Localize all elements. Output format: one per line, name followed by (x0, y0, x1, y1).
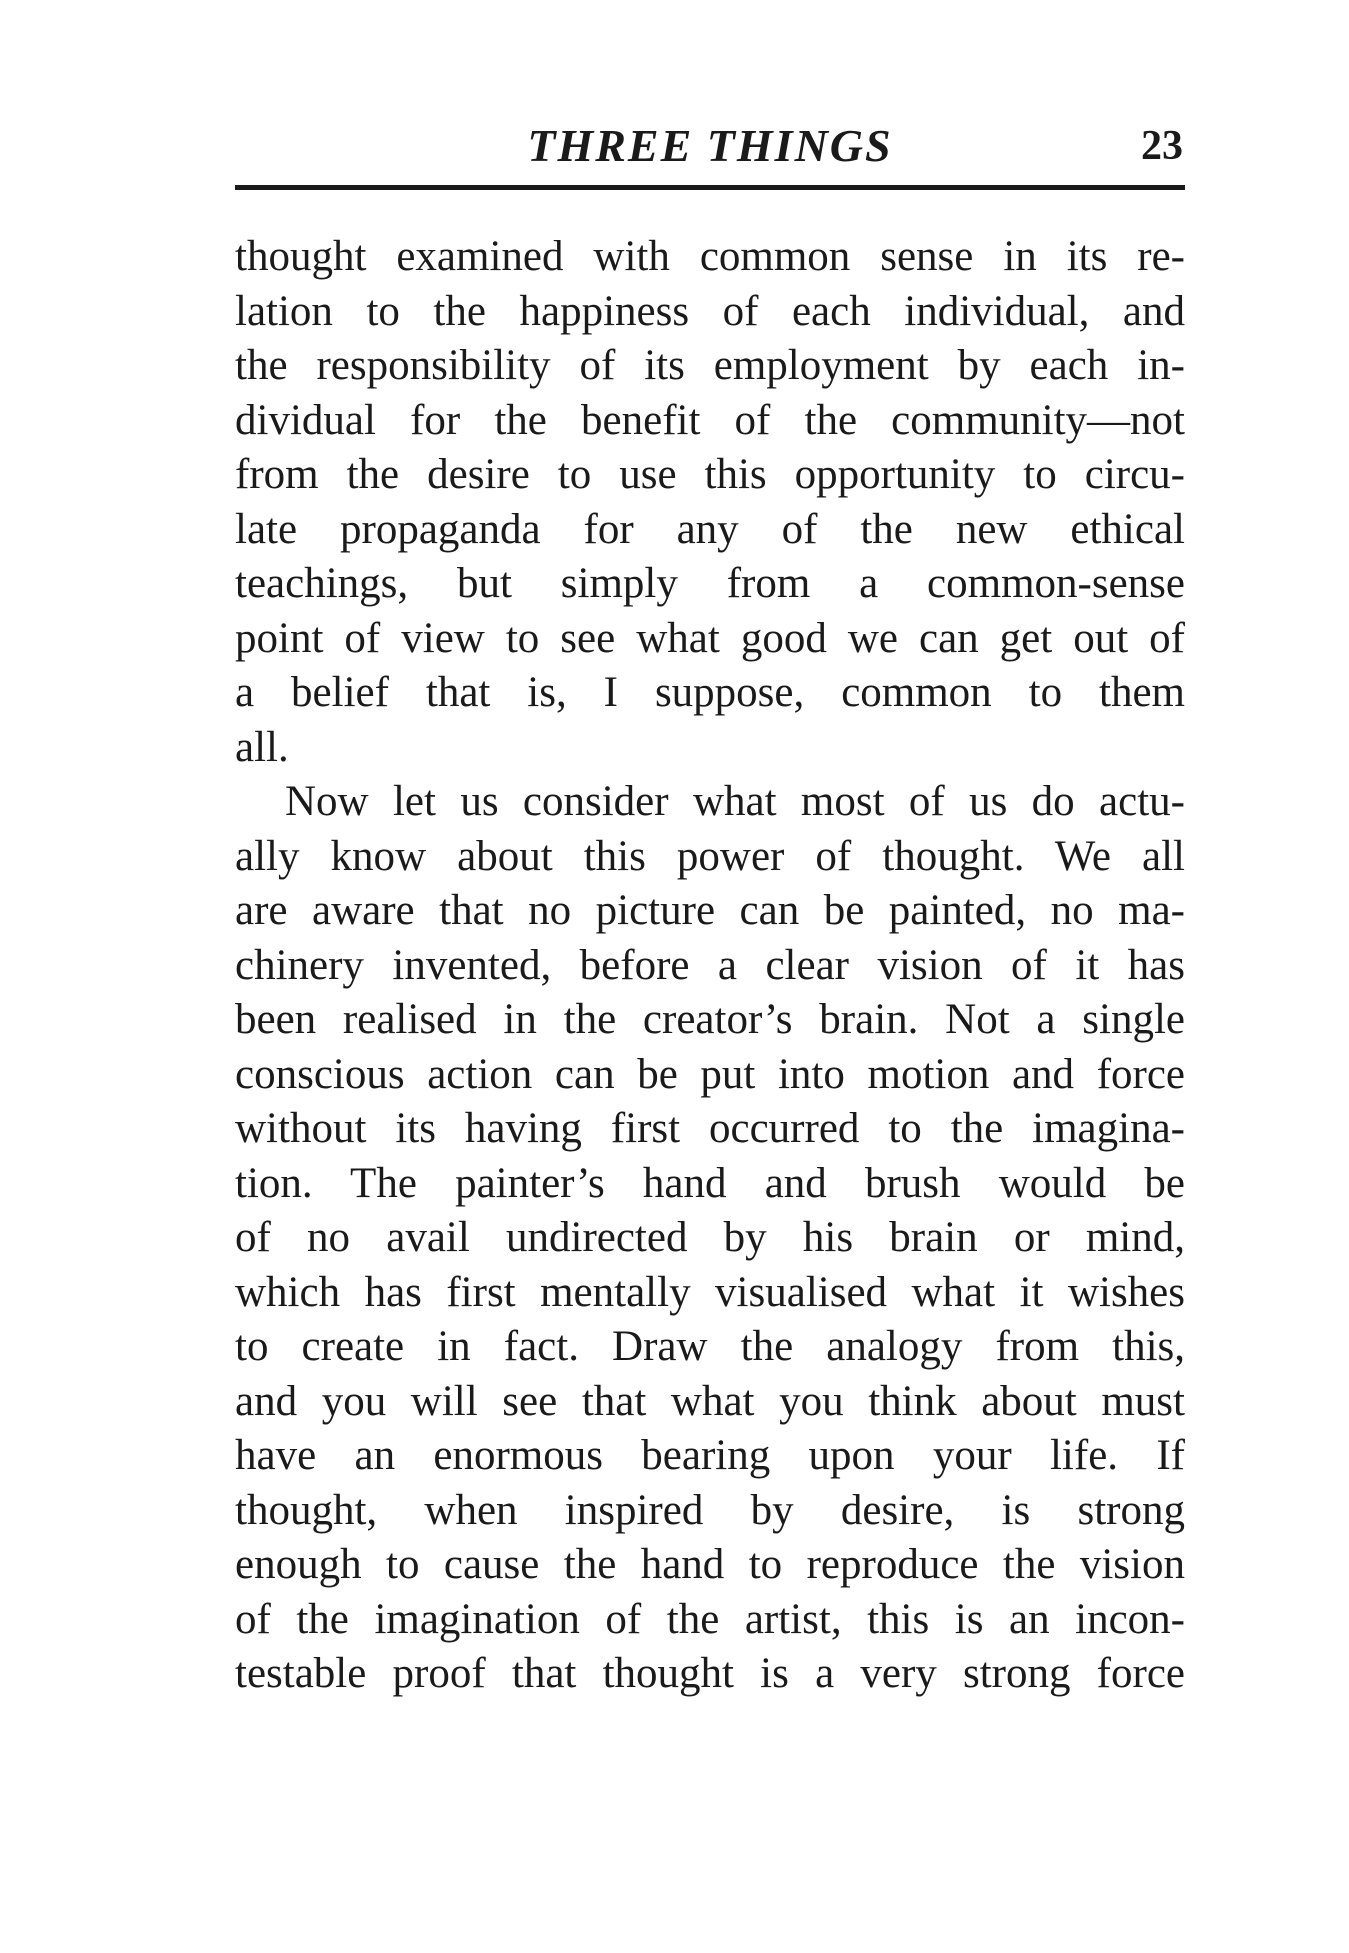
text-line: of the imagination of the artist, this is an incon- (235, 1595, 1185, 1643)
text-line: late propaganda for any of the new ethical (235, 505, 1185, 553)
paragraph-1 (235, 230, 1185, 775)
text-line: ally know about this power of thought. We all (235, 832, 1185, 880)
paragraph-2 (235, 775, 1185, 1702)
running-head (235, 116, 1185, 176)
text-line: and you will see that what you think about must (235, 1377, 1185, 1425)
text-line: have an enormous bearing upon your life. If (235, 1432, 1185, 1479)
text-line: conscious action can be put into motion and force (235, 1050, 1185, 1098)
text-line: testable proof that thought is a very strong force (235, 1650, 1185, 1697)
text-line: chinery invented, before a clear vision of it has (235, 941, 1185, 989)
text-line: which has first mentally visualised what it wishes (235, 1268, 1185, 1316)
text-line: to create in fact. Draw the analogy from this, (235, 1323, 1185, 1370)
body-text (235, 230, 1185, 1702)
text-line: from the desire to use this opportunity to circu- (235, 451, 1185, 498)
text-line: teachings, but simply from a common-sense (235, 560, 1185, 607)
text-line: the responsibility of its employment by each in- (235, 342, 1185, 389)
text-line: Now let us consider what most of us do actu- (285, 778, 1185, 825)
text-line: dividual for the benefit of the community—not (235, 396, 1185, 444)
running-title: THREE THINGS (527, 120, 893, 171)
text-line: thought examined with common sense in its re- (235, 233, 1185, 280)
text-line: all. (235, 723, 289, 771)
text-line: without its having first occurred to the imagina- (235, 1105, 1185, 1152)
text-line: tion. The painter’s hand and brush would be (235, 1159, 1185, 1207)
text-line: of no avail undirected by his brain or mind, (235, 1214, 1185, 1261)
text-line: thought, when inspired by desire, is strong (235, 1486, 1185, 1534)
page-number: 23 (1141, 123, 1183, 169)
text-line: lation to the happiness of each individual, and (235, 287, 1185, 335)
text-line: point of view to see what good we can get out of (235, 614, 1185, 662)
text-line: a belief that is, I suppose, common to them (235, 669, 1185, 716)
text-line: are aware that no picture can be painted, no ma- (235, 887, 1185, 934)
text-line: been realised in the creator’s brain. Not a single (235, 996, 1185, 1043)
header-rule (235, 185, 1185, 190)
text-line: enough to cause the hand to reproduce the vision (235, 1541, 1185, 1588)
